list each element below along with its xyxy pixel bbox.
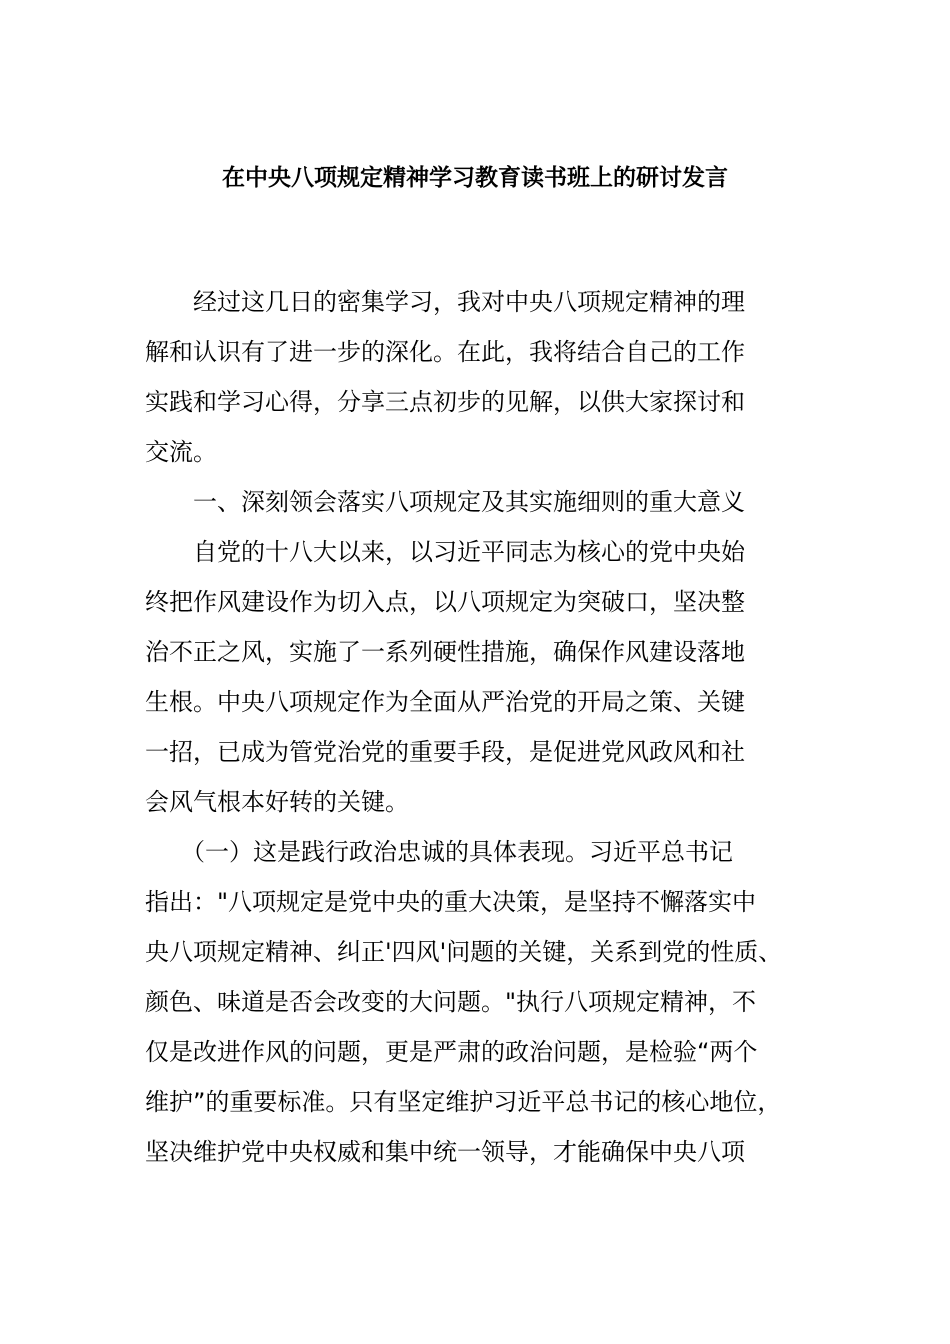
paragraph-line: 指出："八项规定是党中央的重大决策，是坚持不懈落实中: [145, 888, 757, 916]
paragraph-line: 生根。中央八项规定作为全面从严治党的开局之策、关键: [145, 688, 745, 716]
paragraph-line: 经过这几日的密集学习，我对中央八项规定精神的理: [145, 288, 745, 316]
paragraph-line: 一招，已成为管党治党的重要手段，是促进党风政风和社: [145, 738, 745, 766]
paragraph-line: 实践和学习心得，分享三点初步的见解，以供大家探讨和: [145, 388, 745, 416]
paragraph-line: 自党的十八大以来，以习近平同志为核心的党中央始: [145, 538, 745, 566]
paragraph-line: 会风气根本好转的关键。: [145, 788, 409, 816]
paragraph-line: 治不正之风，实施了一系列硬性措施，确保作风建设落地: [145, 638, 745, 666]
paragraph-line: 仅是改进作风的问题，更是严肃的政治问题，是检验“两个: [145, 1038, 758, 1066]
subsection-line: （一）这是践行政治忠诚的具体表现。习近平总书记: [145, 838, 733, 866]
paragraph-line: 维护”的重要标准。只有坚定维护习近平总书记的核心地位，: [145, 1088, 782, 1116]
paragraph-line: 央八项规定精神、纠正'四风'问题的关键，关系到党的性质、: [145, 938, 783, 966]
document-title: 在中央八项规定精神学习教育读书班上的研讨发言: [222, 165, 728, 191]
paragraph-line: 颜色、味道是否会改变的大问题。"执行八项规定精神，不: [145, 988, 757, 1016]
paragraph-line: 终把作风建设作为切入点，以八项规定为突破口，坚决整: [145, 588, 745, 616]
paragraph-line: 交流。: [145, 438, 217, 466]
section-heading: 一、深刻领会落实八项规定及其实施细则的重大意义: [145, 488, 745, 516]
paragraph-line: 坚决维护党中央权威和集中统一领导，才能确保中央八项: [145, 1138, 745, 1166]
paragraph-line: 解和认识有了进一步的深化。在此，我将结合自己的工作: [145, 338, 745, 366]
